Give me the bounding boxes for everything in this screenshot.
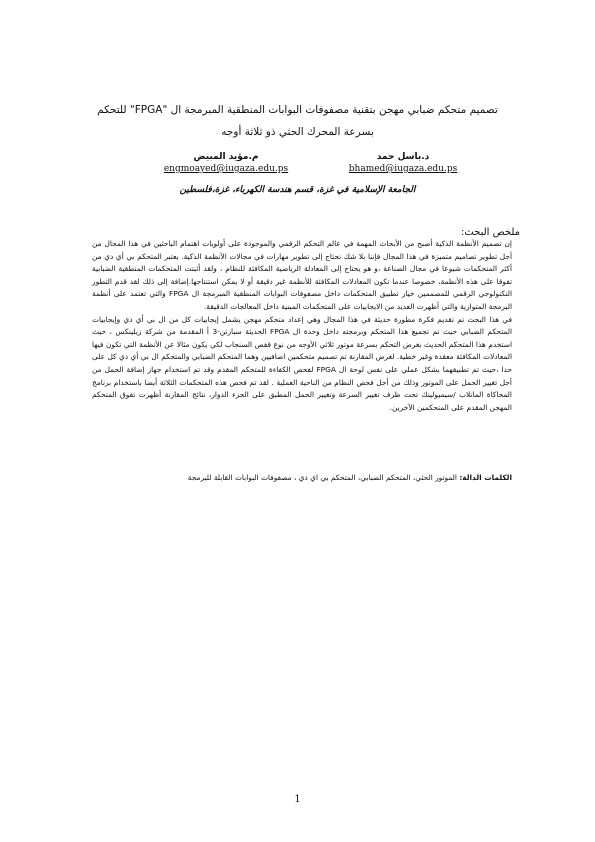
abstract-paragraph: إن تصميم الأنظمة الذكية أصبح من الأبحاث المهمة في عالم التحكم الرقمي والموجودة على أولويات اهتمام الباحثين في هذا المجال من أجل تطوير تصاميم متميزة في هذا المجال فإننا بلا شك نحتاج إلى تطوير مهارات في مجالات الأنظمة الذكية. يعتبر المتحكم بي أي دي من أكثر المتحكمات شيوعا في مجال الصناعة ،و هو يحتاج إلى المعادلة الرياضية المكافئة للنظام ، ولقد أثبتت المتحكمات المنطقية الضبابية تفوقا على هذه الأنظمة، خصوصا عندما تكون المعادلات المكافئة للأنظمة غير دقيقة أو لا يمكن استنتاجها.إضافة إلى ذلك لقد قدم التطور التكنولوجي الرقمي للمصممين خيار تطبيق المتحكمات داخل مصفوفات البوابات المنطقية المبرمجة ال FPGA والتي تعتمد على أنظمة البرمجة المتوازية والتي أظهرت العديد من الايجابيات على المتحكمات المبنية داخل المعالجات الدقيقة. bbox=[92, 239, 513, 311]
affiliation: الجامعة الإسلامية في غزة، قسم هندسة الكهرباء، غزة،فلسطين bbox=[179, 185, 416, 195]
abstract-heading: ملخص البحث: bbox=[460, 227, 520, 238]
author-block-1 bbox=[333, 151, 473, 175]
page-number: 1 bbox=[294, 794, 301, 805]
author-email[interactable]: bhamed@iugaza.edu.ps bbox=[348, 164, 458, 174]
author-block-2 bbox=[146, 151, 306, 175]
keywords-label: الكلمات الدالة: bbox=[459, 473, 512, 482]
keywords bbox=[100, 472, 512, 484]
title-line-1: تصميم متحكم ضبابي مهجن بتقنية مصفوفات البوابات المنطقية المبرمجة ال "FPGA" للتحكم bbox=[97, 104, 498, 116]
keywords-text: الموتور الحثي، المتحكم الضبابي، المتحكم بي اي دي ، مصفوفات البوابات القابلة للبرمجة bbox=[187, 473, 460, 482]
author-name: د.باسل حمد bbox=[376, 152, 430, 162]
abstract-paragraph: في هذا البحث تم تقديم فكرة مطورة حديثة في هذا المجال وهي إعداد متحكم مهجن يشمل إيجابيات كل من ال بي أي دي وإيجابيات المتحكم الضبابي حيث تم تجميع هذا المتحكم وبرمجته داخل وحدة ال FPGA الحديثة سبارتن-3 أ المقدمة من شركة زيلينكس ، حيث استخدم هذا المتحكم الحديث بغرض التحكم بسرعة موتور ثلاثي الأوجه من نوع قفص السنجاب لكي يكون مثالا عن الأنظمة التي تكون فيها المعادلات المكافئة معقدة وغير خطية. لغرض المقارنة تم تصميم متحكمين اضافيين وهما المتحكم الضبابي والمتحكم ال بي أي دي كل على حدا ،حيث تم تطبيقهما بشكل عملي على نفس لوحة ال FPGA لفحص الكفاءة للمتحكم المقدم وقد تم استخدام جهاز إضافة الحمل من أجل تغيير الحمل على الموتور وذلك من أجل فحص النظام من الناحية العملية . لقد تم فحص هذه المتحكمات الثلاثة أيضا باستخدام برنامج المحاكاة الماتلاب /سيميولينك تحت ظرف تغيير السرعة وتغيير الحمل المطبق على الجزء الدوار، نتائج المقارنة أظهرت تفوق المتحكم المهجن المقدم على المتحكمين الآخرين. bbox=[92, 314, 512, 412]
title-line-2: بسرعة المحرك الحثي ذو ثلاثة أوجه bbox=[221, 126, 374, 138]
author-email[interactable]: engmoayed@iugaza.edu.ps bbox=[163, 164, 289, 174]
abstract-body bbox=[92, 238, 512, 414]
author-name: م.مؤيد المبيض bbox=[193, 152, 259, 162]
paper-title bbox=[60, 99, 535, 143]
